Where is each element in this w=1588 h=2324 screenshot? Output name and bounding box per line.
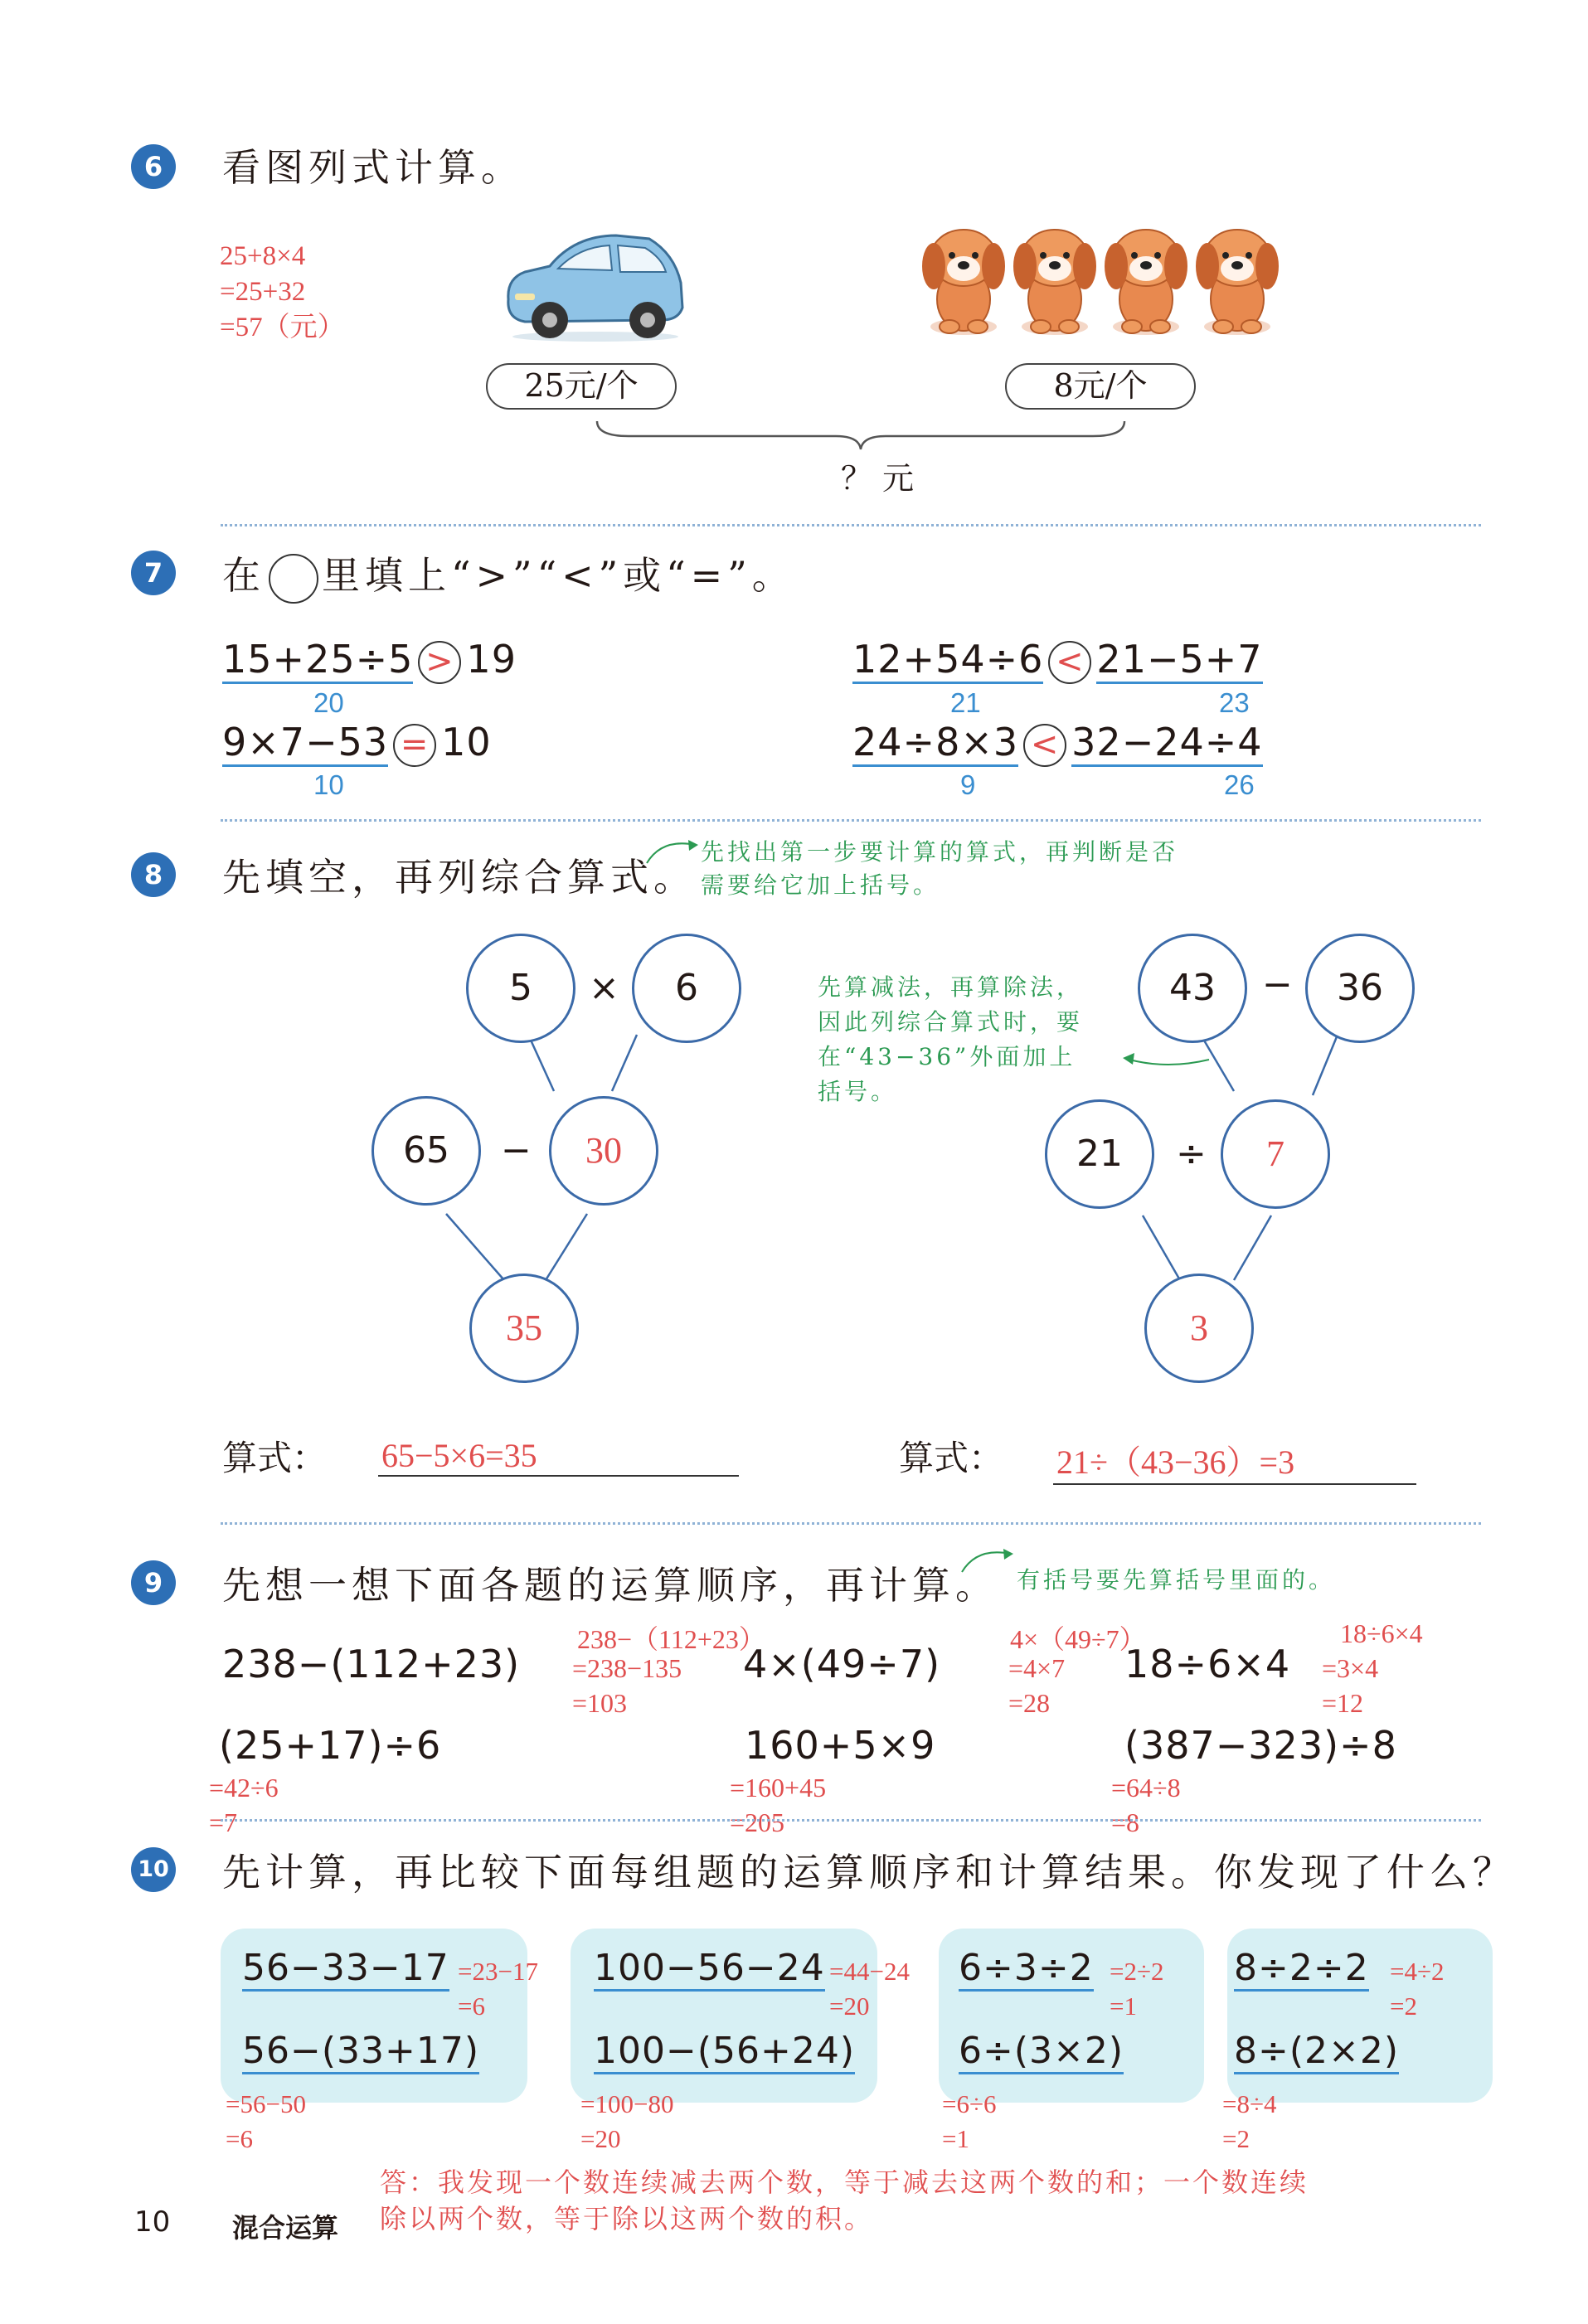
problem: 238−(112+23) — [222, 1642, 521, 1686]
separator — [221, 1522, 1481, 1525]
work-line: =100−80 — [580, 2089, 674, 2118]
comparison-row: 15+25÷5 > 19 — [222, 637, 517, 684]
tree-node: 5 — [466, 934, 575, 1043]
problem: 160+5×9 — [745, 1723, 936, 1768]
problem: 8÷(2×2) — [1234, 2030, 1399, 2072]
total-unknown: ？元 — [841, 460, 925, 497]
brace — [595, 420, 1126, 453]
formula-answer: 21÷（43−36）=3 — [1053, 1436, 1416, 1485]
problem: 6÷3÷2 — [959, 1947, 1094, 1989]
work-line: 4×（49÷7） — [1010, 1624, 1146, 1654]
problem: 8÷2÷2 — [1234, 1947, 1369, 1989]
problem: 18÷6×4 — [1124, 1642, 1291, 1686]
formula-label: 算式： — [222, 1438, 328, 1478]
tree-node-answer: 3 — [1144, 1274, 1254, 1383]
q10-answer: 答：我发现一个数连续减去两个数，等于减去这两个数的和；一个数连续 除以两个数，等于除以这两个数的积。 — [380, 2166, 1309, 2234]
work-line: =20 — [829, 1992, 870, 2021]
tree-node-answer: 30 — [549, 1096, 658, 1206]
page-number: 10 — [134, 2205, 171, 2239]
q9-hint: 有括号要先算括号里面的。 — [1017, 1566, 1336, 1594]
work-line: =8÷4 — [1222, 2089, 1277, 2118]
work-line: 18÷6×4 — [1340, 1618, 1423, 1648]
q8-hint: 先找出第一步要计算的算式，再判断是否 需要给它加上括号。 — [701, 838, 1179, 899]
textbook-page — [23, 22, 1566, 2303]
answer-circle: > — [418, 641, 461, 684]
step-note: 23 — [1219, 687, 1250, 718]
q7-title: 在 里填上“>”“<”或“=”。 — [222, 546, 795, 604]
q6-work-line: =25+32 — [220, 277, 306, 307]
work-line: =205 — [730, 1807, 785, 1837]
tree-node-answer: 35 — [469, 1274, 579, 1383]
separator — [221, 819, 1481, 822]
problem: 56−(33+17) — [242, 2030, 479, 2072]
q8-side-hint: 先算减法，再算除法， 因此列综合算式时，要 在“43−36”外面加上 括号。 — [818, 973, 1084, 1105]
q6-work-line: 25+8×4 — [220, 241, 306, 271]
question-number-7: 7 — [131, 551, 176, 595]
work-line: =7 — [209, 1807, 238, 1837]
separator — [221, 1819, 1481, 1822]
problem: 4×(49÷7) — [743, 1642, 941, 1686]
problem: 100−56−24 — [594, 1947, 825, 1989]
answer-circle: < — [1048, 641, 1091, 684]
hint-arrow-icon — [1118, 1041, 1217, 1075]
operator: − — [1262, 963, 1293, 1006]
work-line: =44−24 — [829, 1957, 910, 1986]
tree-node: 43 — [1138, 934, 1247, 1043]
work-line: =20 — [580, 2124, 621, 2153]
work-line: =6 — [226, 2124, 253, 2153]
work-line: =8 — [1111, 1807, 1140, 1837]
comparison-row: 24÷8×3 < 32−24÷4 — [852, 720, 1263, 767]
work-line: =1 — [1110, 1992, 1137, 2021]
work-line: =160+45 — [730, 1773, 827, 1802]
separator — [221, 524, 1481, 526]
work-line: =56−50 — [226, 2089, 306, 2118]
q9-title: 先想一想下面各题的运算顺序，再计算。 — [222, 1563, 998, 1608]
step-note: 9 — [960, 769, 976, 800]
question-number-8: 8 — [131, 852, 176, 897]
tree-node: 36 — [1305, 934, 1415, 1043]
formula-label: 算式： — [899, 1438, 1004, 1478]
car-price-label: 25元/个 — [486, 363, 677, 410]
q6-work-line: =57（元） — [220, 313, 345, 342]
problem: (387−323)÷8 — [1124, 1723, 1397, 1768]
q10-title: 先计算，再比较下面每组题的运算顺序和计算结果。你发现了什么？ — [222, 1850, 1516, 1895]
step-note: 10 — [313, 769, 344, 800]
work-line: =12 — [1322, 1688, 1364, 1718]
work-line: =2÷2 — [1110, 1957, 1164, 1986]
work-line: =64÷8 — [1111, 1773, 1181, 1802]
tree-node-answer: 7 — [1221, 1099, 1330, 1209]
q6-work — [220, 239, 345, 346]
work-line: =2 — [1390, 1992, 1417, 2021]
work-line: =6 — [458, 1992, 485, 2021]
q6-title: 看图列式计算。 — [222, 145, 524, 190]
comparison-row: 12+54÷6 < 21−5+7 — [852, 637, 1263, 684]
step-note: 21 — [950, 687, 981, 718]
work-line: =42÷6 — [209, 1773, 279, 1802]
operator: − — [501, 1129, 532, 1172]
toy-dogs-image — [920, 221, 1285, 343]
question-number-10: 10 — [131, 1847, 176, 1892]
work-line: =1 — [942, 2124, 969, 2153]
blank-circle-icon — [269, 554, 318, 604]
work-line: =103 — [572, 1688, 628, 1718]
question-number-9: 9 — [131, 1560, 176, 1605]
comparison-row: 9×7−53 = 10 — [222, 720, 492, 767]
problem: (25+17)÷6 — [219, 1723, 442, 1768]
answer-circle: = — [393, 724, 436, 767]
step-note: 20 — [313, 687, 344, 718]
toy-car-image — [500, 221, 691, 345]
work-line: =2 — [1222, 2124, 1250, 2153]
tree-node: 65 — [372, 1096, 481, 1206]
dog-price-label: 8元/个 — [1005, 363, 1196, 410]
work-line: 238−（112+23） — [577, 1624, 765, 1654]
step-note: 26 — [1224, 769, 1255, 800]
q8-title: 先填空，再列综合算式。 — [222, 855, 697, 900]
answer-circle: < — [1023, 724, 1066, 767]
work-line: =6÷6 — [942, 2089, 997, 2118]
formula-answer: 65−5×6=35 — [378, 1436, 739, 1477]
work-line: =28 — [1008, 1688, 1051, 1718]
question-number-6: 6 — [131, 144, 176, 189]
work-line: =3×4 — [1322, 1653, 1379, 1683]
section-name: 混合运算 — [232, 2212, 339, 2244]
problem: 56−33−17 — [242, 1947, 449, 1989]
tree-node: 21 — [1045, 1099, 1154, 1209]
tree-node: 6 — [632, 934, 741, 1043]
problem: 6÷(3×2) — [959, 2030, 1124, 2072]
work-line: =4×7 — [1008, 1653, 1066, 1683]
operator: × — [589, 967, 619, 1009]
operator: ÷ — [1176, 1133, 1207, 1175]
work-line: =4÷2 — [1390, 1957, 1445, 1986]
work-line: =23−17 — [458, 1957, 538, 1986]
problem: 100−(56+24) — [594, 2030, 855, 2072]
work-line: =238−135 — [572, 1653, 682, 1683]
